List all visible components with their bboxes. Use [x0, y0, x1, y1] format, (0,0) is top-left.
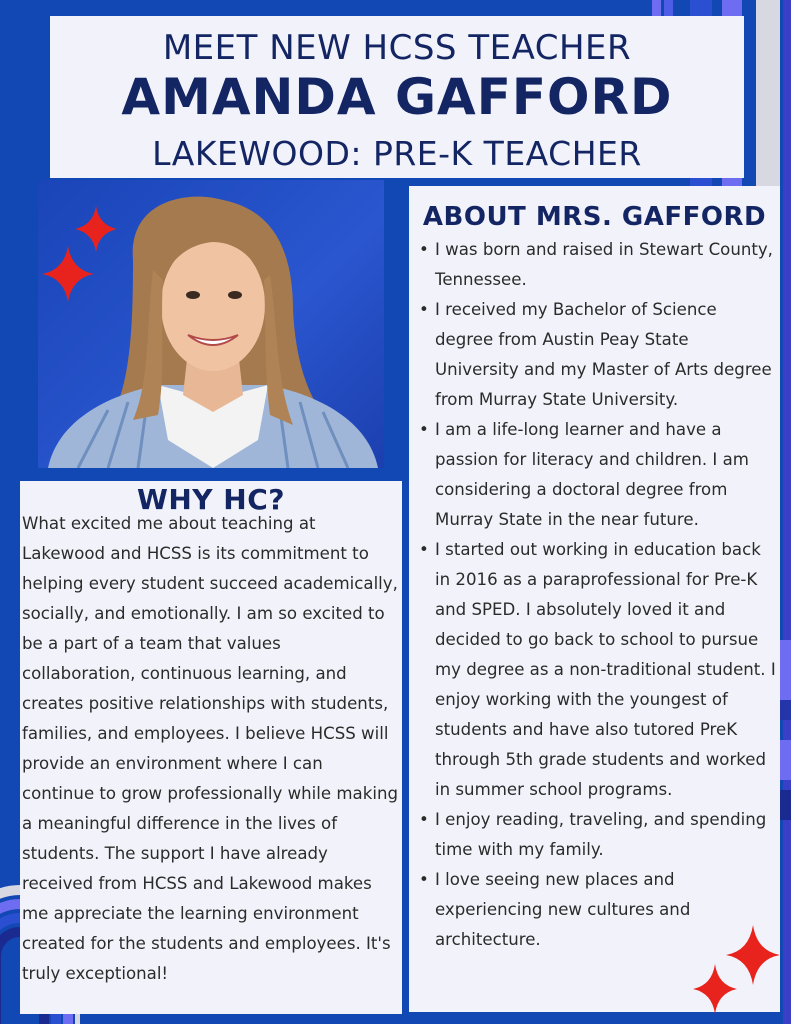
decor-stripe: [756, 0, 780, 190]
about-item: • I am a life-long learner and have a passion for literacy and children. I am considering a doctoral degree from Murray State in the near future.: [419, 415, 777, 535]
why-hc-text: What excited me about teaching at Lakewood and HCSS is its commitment to helping every student succeed academically, socially, and emotionally. I am so excited to be a part of a team that values collaboration, continuous learning, and creates positive relationships with students, families, and employees. I believe HCSS will provide an environment where I can continue to grow professionally while making a meaningful difference in the lives of students. The support I have already received from HCSS and Lakewood makes me appreciate the learning environment created for the students and employees. It's truly exceptional!: [22, 514, 398, 983]
decor-bar: [780, 640, 791, 700]
teacher-name: AMANDA GAFFORD: [121, 68, 673, 126]
why-hc-panel: [20, 481, 402, 1014]
header-subtitle: MEET NEW HCSS TEACHER: [162, 28, 632, 68]
decor-bar: [780, 740, 791, 780]
about-item: • I enjoy reading, traveling, and spending time with my family.: [419, 805, 777, 865]
about-title: ABOUT MRS. GAFFORD: [422, 202, 767, 232]
about-item: • I was born and raised in Stewart County, Tennessee.: [419, 235, 777, 295]
decor-stripe: [783, 0, 791, 1024]
about-list: [419, 235, 777, 955]
decor-bar: [780, 700, 791, 720]
why-hc-title: WHY HC?: [136, 483, 286, 516]
header-banner: [50, 16, 744, 178]
about-item: • I started out working in education back in 2016 as a paraprofessional for Pre-K and SPED. I absolutely loved it and decided to go back to school to pursue my degree as a non-traditional student. I enjoy working with the youngest of students and have also tutored PreK through 5th grade students and worked in summer school programs.: [419, 535, 777, 805]
about-item: • I received my Bachelor of Science degree from Austin Peay State University and my Master of Arts degree from Murray State University.: [419, 295, 777, 415]
sparkle-icon: [693, 964, 737, 1014]
sparkle-icon: [42, 246, 94, 302]
about-panel: [409, 186, 780, 1012]
about-item: • I love seeing new places and experiencing new cultures and architecture.: [419, 865, 777, 955]
teacher-role: LAKEWOOD: PRE-K TEACHER: [152, 134, 642, 173]
decor-bar: [780, 790, 791, 820]
